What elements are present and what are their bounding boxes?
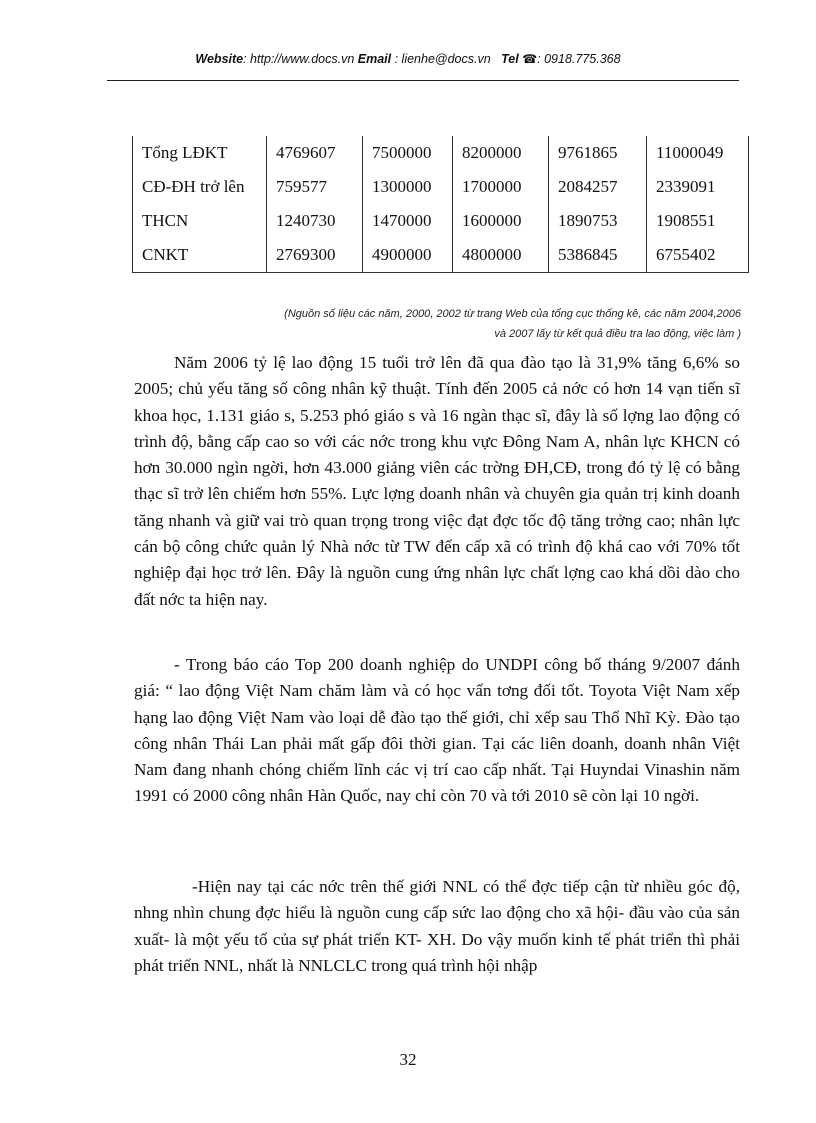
source-note-line: (Nguồn số liệu các năm, 2000, 2002 từ trang Web của tổng cục thống kê, các năm 2004,2006 <box>284 308 741 320</box>
tel-label: Tel <box>501 52 519 66</box>
body-paragraph: -Hiện nay tại các nớc trên thế giới NNL có thể đợc tiếp cận từ nhiều góc độ, nhng nhìn chung đợc hiểu là nguồn cung cấp sức lao động cho xã hội- đầu vào của sản xuất- là một yếu tố của sự phát triển KT- XH. Do vậy muốn kinh tế phát triển thì phải phát triển NNL, nhất là NNLCLC trong quá trình hội nhập <box>134 877 740 975</box>
table-cell: 2769300 <box>267 238 363 273</box>
website-value: : http://www.docs.vn <box>243 52 355 66</box>
table-cell: CNKT <box>133 238 267 273</box>
table-cell: Tổng LĐKT <box>133 136 267 170</box>
table-cell: 4800000 <box>453 238 549 273</box>
header-divider <box>107 80 739 81</box>
table-cell: 1908551 <box>647 204 749 238</box>
table-row <box>133 238 749 273</box>
website-label: Website <box>195 52 244 66</box>
body-paragraph: - Trong báo cáo Top 200 doanh nghiệp do UNDPI công bố tháng 9/2007 đánh giá: “ lao động Việt Nam chăm làm và có học vấn tơng đối tốt. Toyota Việt Nam xếp hạng lao động Việt Nam vào loại dễ đào tạo thế giới, chỉ xếp sau Thổ Nhĩ Kỳ. Đào tạo công nhân Thái Lan phải mất gấp đôi thời gian. Tại các liên doanh, doanh nhân Việt Nam đang nhanh chóng chiếm lĩnh các vị trí cao cấp nhất. Tại Huyndai Vinashin năm 1991 có 2000 công nhân Hàn Quốc, nay chỉ còn 70 và tới 2010 sẽ còn lại 10 ngời. <box>134 655 740 806</box>
page-number: 32 <box>399 1050 417 1069</box>
labor-statistics-table <box>132 136 749 273</box>
table-cell: 8200000 <box>453 136 549 170</box>
table-cell: 1600000 <box>453 204 549 238</box>
table-cell: 1470000 <box>363 204 453 238</box>
table-cell: THCN <box>133 204 267 238</box>
table-cell: 5386845 <box>549 238 647 273</box>
table-row <box>133 136 749 170</box>
table-cell: 1240730 <box>267 204 363 238</box>
body-paragraph: Năm 2006 tỷ lệ lao động 15 tuổi trở lên đã qua đào tạo là 31,9% tăng 6,6% so 2005; chủ yếu tăng số công nhân kỹ thuật. Tính đến 2005 cả nớc có hơn 14 vạn tiến sĩ khoa học, 1.131 giáo s, 5.253 phó giáo s và 16 ngàn thạc sĩ, đây là số lợng lao động có trình độ, bằng cấp cao so với các nớc trong khu vực Đông Nam A, nhân lực KHCN có hơn 30.000 ngìn ngời, hơn 43.000 giảng viên các trờng ĐH,CĐ, trong đó tỷ lệ có bằng thạc sĩ trở lên chiếm hơn 55%. Lực lợng doanh nhân và chuyên gia quản trị kinh doanh tăng nhanh và giữ vai trò quan trọng trong việc đạt đợc tốc độ tăng trởng cao; nhân lực cán bộ công chức quản lý Nhà nớc từ TW đến cấp xã có trình độ khá cao với 70% tốt nghiệp đại học trở lên. Đây là nguồn cung ứng nhân lực chất lợng cao khá dồi dào cho đất nớc ta hiện nay. <box>134 353 740 609</box>
table-cell: 9761865 <box>549 136 647 170</box>
table-cell: 759577 <box>267 170 363 204</box>
phone-icon: ☎ <box>522 52 538 66</box>
table-cell: 1700000 <box>453 170 549 204</box>
table-cell: 7500000 <box>363 136 453 170</box>
table-row <box>133 204 749 238</box>
page-header <box>0 52 816 66</box>
source-note <box>236 304 741 344</box>
email-value: : lienhe@docs.vn <box>391 52 491 66</box>
table-cell: 2084257 <box>549 170 647 204</box>
table-row <box>133 170 749 204</box>
email-label: Email <box>357 52 392 66</box>
table-cell: 11000049 <box>647 136 749 170</box>
table-cell: CĐ-ĐH trở lên <box>133 170 267 204</box>
table-cell: 1300000 <box>363 170 453 204</box>
table-cell: 6755402 <box>647 238 749 273</box>
table-cell: 2339091 <box>647 170 749 204</box>
tel-value: : 0918.775.368 <box>537 52 621 66</box>
table-cell: 1890753 <box>549 204 647 238</box>
table-cell: 4769607 <box>267 136 363 170</box>
table-cell: 4900000 <box>363 238 453 273</box>
source-note-line: và 2007 lấy từ kết quả điều tra lao động, việc làm ) <box>494 328 741 340</box>
